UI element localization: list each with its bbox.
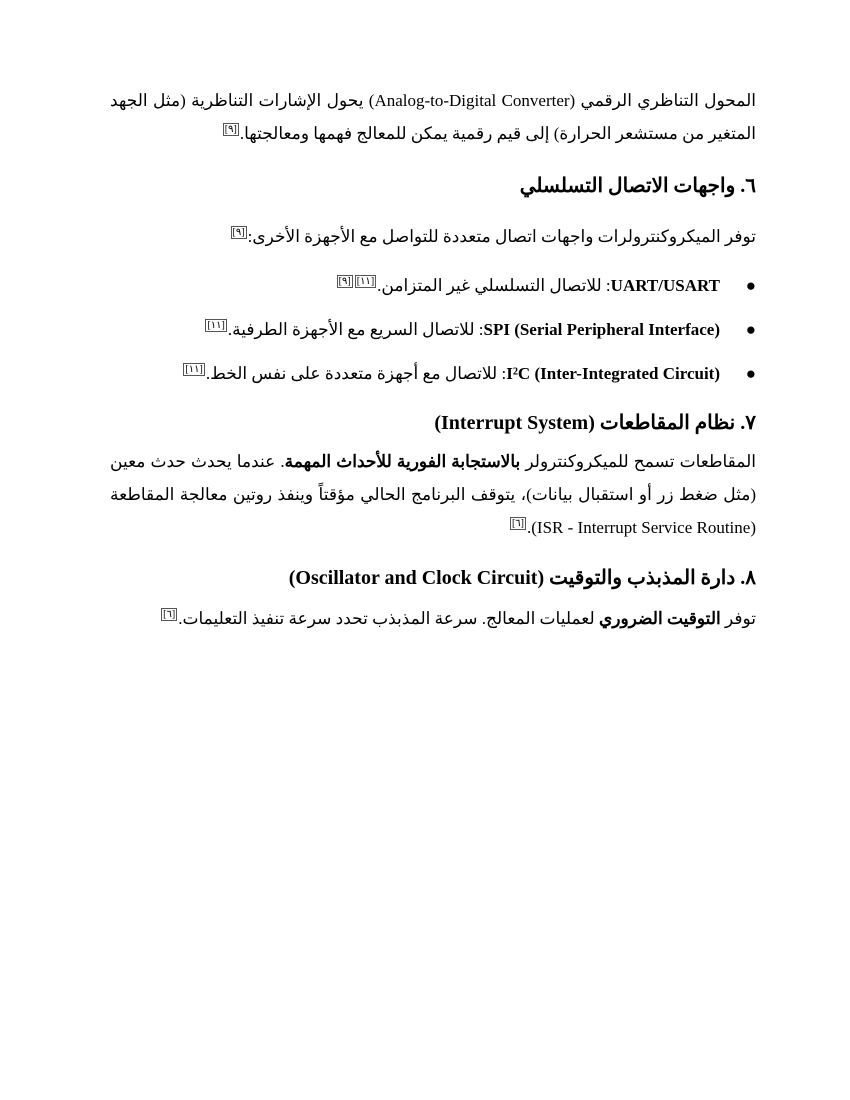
section-7-bold: بالاستجابة الفورية للأحداث المهمة bbox=[284, 452, 521, 471]
section-7-heading bbox=[110, 409, 756, 437]
list-item-term: UART/USART bbox=[610, 276, 720, 295]
citation-link[interactable]: [١١] bbox=[185, 364, 203, 376]
section-7-paragraph bbox=[110, 445, 756, 544]
section-7-term: ISR - Interrupt Service Routine bbox=[536, 518, 751, 537]
list-item bbox=[110, 319, 756, 341]
citation-link[interactable]: [٩] bbox=[224, 124, 237, 136]
section-7-text-b: . عندما يحدث حدث معين (مثل ضغط زر أو استقبال بيانات)، يتوقف البرنامج الحالي مؤقتاً وينفذ روتين معالجة المقاطعة ( bbox=[110, 452, 756, 537]
section-7-text-a: المقاطعات تسمح للميكروكنترولر bbox=[520, 452, 757, 471]
adc-paragraph bbox=[110, 84, 756, 150]
citation-link[interactable]: [٩] bbox=[338, 276, 351, 288]
list-item bbox=[110, 275, 756, 297]
interfaces-list bbox=[110, 275, 756, 385]
section-6-intro-text: توفر الميكروكنترولرات واجهات اتصال متعددة للتواصل مع الأجهزة الأخرى: bbox=[247, 227, 756, 246]
section-6-intro bbox=[110, 220, 756, 253]
bullet-icon: ● bbox=[745, 364, 756, 383]
section-8-heading-end: ) bbox=[288, 567, 296, 589]
adc-text-post: ) يحول الإشارات التناظرية (مثل الجهد المتغير من مستشعر الحرارة) إلى قيم رقمية يمكن للمعالج فهمها ومعالجتها. bbox=[110, 91, 756, 143]
list-item-term: I²C (Inter-Integrated Circuit) bbox=[506, 364, 720, 383]
list-item-term: SPI (Serial Peripheral Interface) bbox=[483, 320, 720, 339]
list-item-text: : للاتصال مع أجهزة متعددة على نفس الخط. bbox=[205, 364, 507, 383]
bullet-icon: ● bbox=[745, 320, 756, 339]
section-8-heading-en: Oscillator and Clock Circuit bbox=[295, 567, 538, 589]
section-7-text-c: ). bbox=[527, 518, 537, 537]
adc-text-pre: المحول التناظري الرقمي ( bbox=[569, 91, 756, 110]
bullet-icon: ● bbox=[745, 276, 756, 295]
citation-link[interactable]: [١١] bbox=[207, 320, 225, 332]
section-7-heading-end: ) bbox=[434, 412, 441, 434]
citation-link[interactable]: [١١] bbox=[356, 276, 375, 288]
document-content bbox=[110, 84, 756, 635]
list-item-text: : للاتصال السريع مع الأجهزة الطرفية. bbox=[227, 320, 484, 339]
section-8-paragraph bbox=[110, 602, 756, 635]
section-8-heading-ar: ٨. دارة المذبذب والتوقيت ( bbox=[537, 567, 756, 589]
section-7-heading-en: Interrupt System bbox=[441, 412, 589, 434]
section-8-bold: التوقيت الضروري bbox=[598, 609, 721, 628]
citation-link[interactable]: [٩] bbox=[232, 227, 245, 239]
section-7-heading-ar: ٧. نظام المقاطعات ( bbox=[588, 412, 756, 434]
citation-link[interactable]: [٦] bbox=[163, 609, 176, 621]
section-8-heading bbox=[110, 564, 756, 592]
section-8-text-a: توفر bbox=[720, 609, 756, 628]
section-8-text-b: لعمليات المعالج. سرعة المذبذب تحدد سرعة تنفيذ التعليمات. bbox=[178, 609, 599, 628]
section-6-heading: ٦. واجهات الاتصال التسلسلي bbox=[519, 175, 756, 197]
citation-link[interactable]: [٦] bbox=[511, 518, 524, 530]
adc-term: Analog-to-Digital Converter bbox=[374, 91, 570, 110]
list-item-text: : للاتصال التسلسلي غير المتزامن. bbox=[377, 276, 611, 295]
list-item bbox=[110, 363, 756, 385]
